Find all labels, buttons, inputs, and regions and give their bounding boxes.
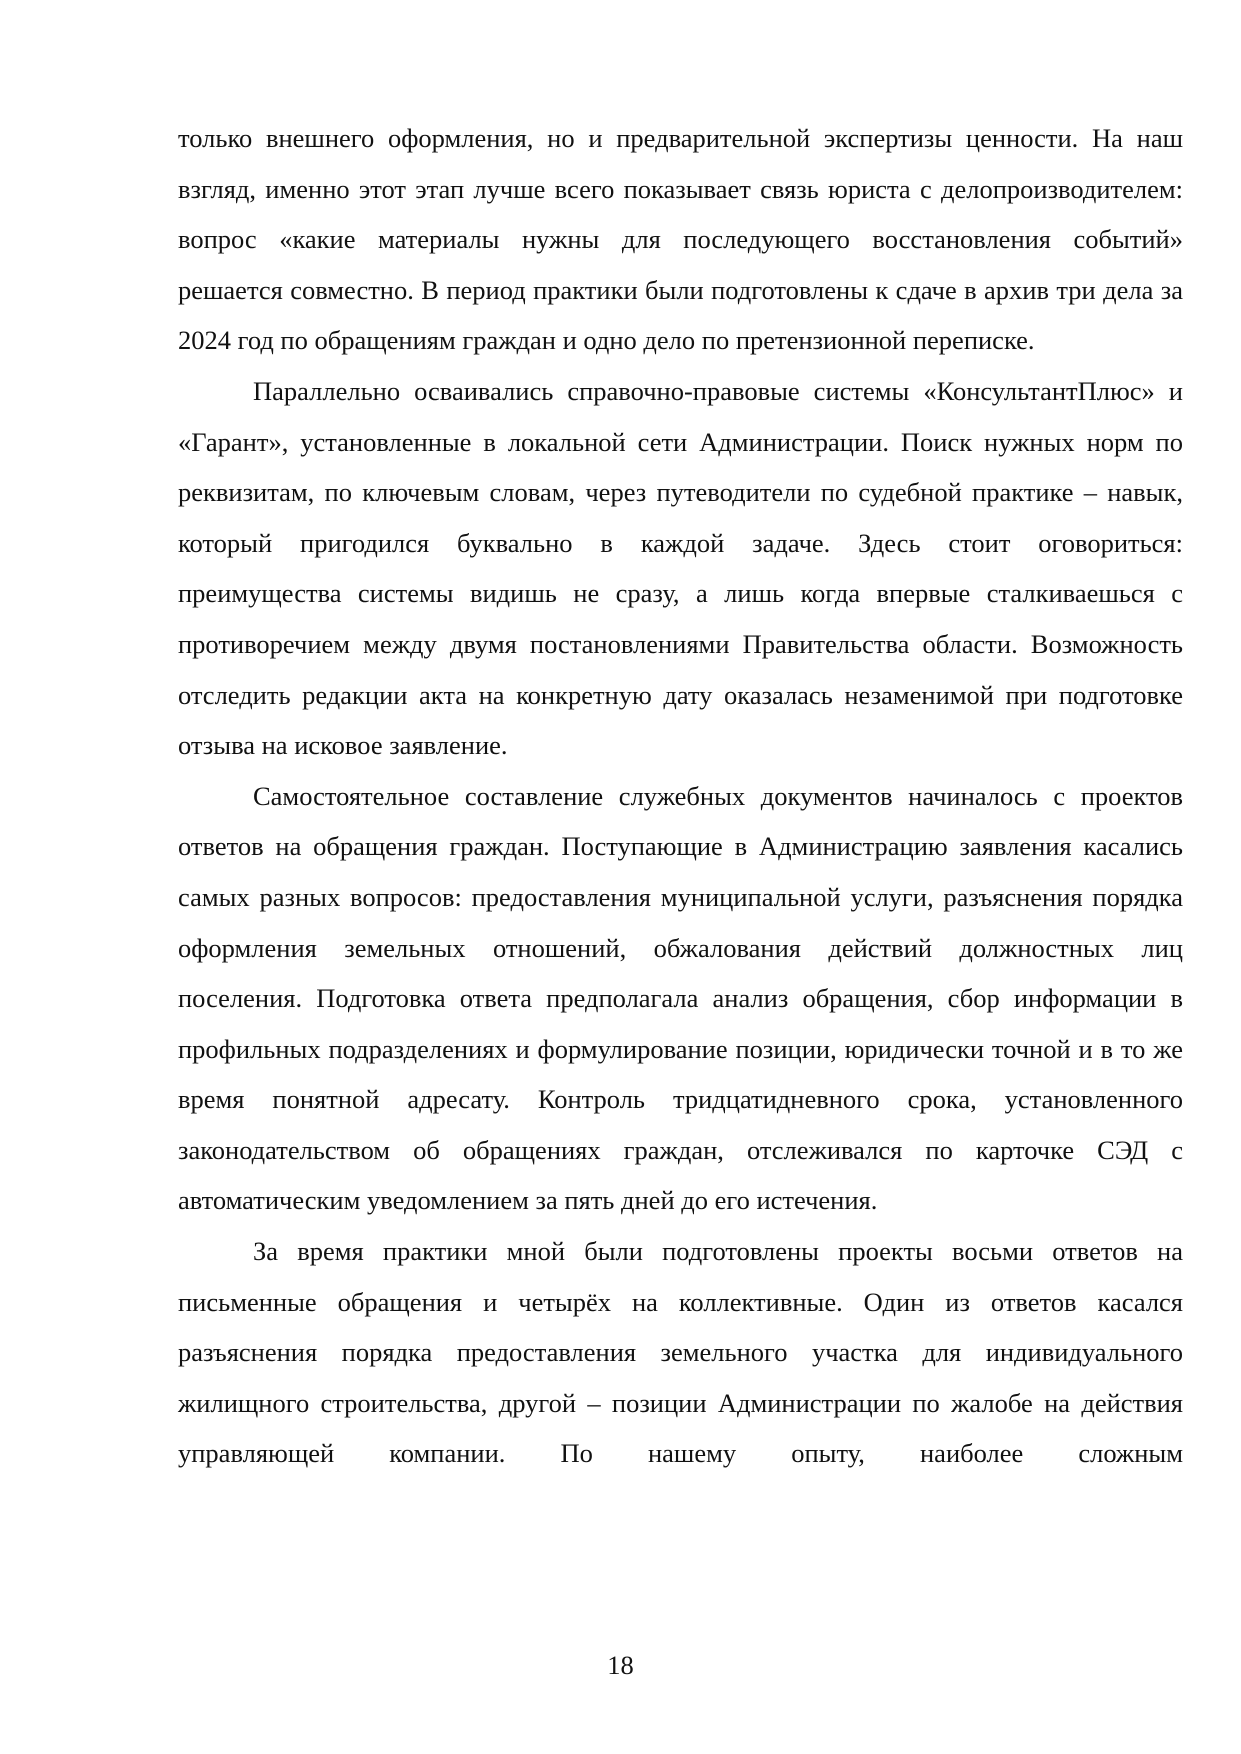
page-number: 18 — [607, 1650, 634, 1680]
paragraph-legal-systems: Параллельно осваивались справочно-правовые системы «КонсультантПлюс» и «Гарант», установленные в локальной сети Администрации. Поиск нужных норм по реквизитам, по ключевым словам, через путеводители по судебной практике – навык, который пригодился буквально в каждой задаче. Здесь стоит оговориться: преимущества системы видишь не сразу, а лишь когда впервые сталкиваешься с противоречием между двумя постановлениями Правительства области. Возможность отследить редакции акта на конкретную дату оказалась незаменимой при подготовке отзыва на исковое заявление. — [178, 375, 1183, 761]
paragraph-prepared-answers: За время практики мной были подготовлены проекты восьми ответов на письменные обращения и четырёх на коллективные. Один из ответов касался разъяснения порядка предоставления земельного участка для индивидуального жилищного строительства, другой – позиции Администрации по жалобе на действия управляющей компании. По нашему опыту, наиболее сложным — [178, 1236, 1183, 1469]
body-text — [178, 113, 1183, 1479]
paragraph-document-drafting: Самостоятельное составление служебных документов начиналось с проектов ответов на обращения граждан. Поступающие в Администрацию заявления касались самых разных вопросов: предоставления муниципальной услуги, разъяснения порядка оформления земельных отношений, обжалования действий должностных лиц поселения. Подготовка ответа предполагала анализ обращения, сбор информации в профильных подразделениях и формулирование позиции, юридически точной и в то же время понятной адресату. Контроль тридцатидневного срока, установленного законодательством об обращениях граждан, отслеживался по карточке СЭД с автоматическим уведомлением за пять дней до его истечения. — [178, 780, 1183, 1216]
paragraph-continued: только внешнего оформления, но и предварительной экспертизы ценности. На наш взгляд, именно этот этап лучше всего показывает связь юриста с делопроизводителем: вопрос «какие материалы нужны для последующего восстановления событий» решается совместно. В период практики были подготовлены к сдаче в архив три дела за 2024 год по обращениям граждан и одно дело по претензионной переписке. — [178, 123, 1183, 356]
